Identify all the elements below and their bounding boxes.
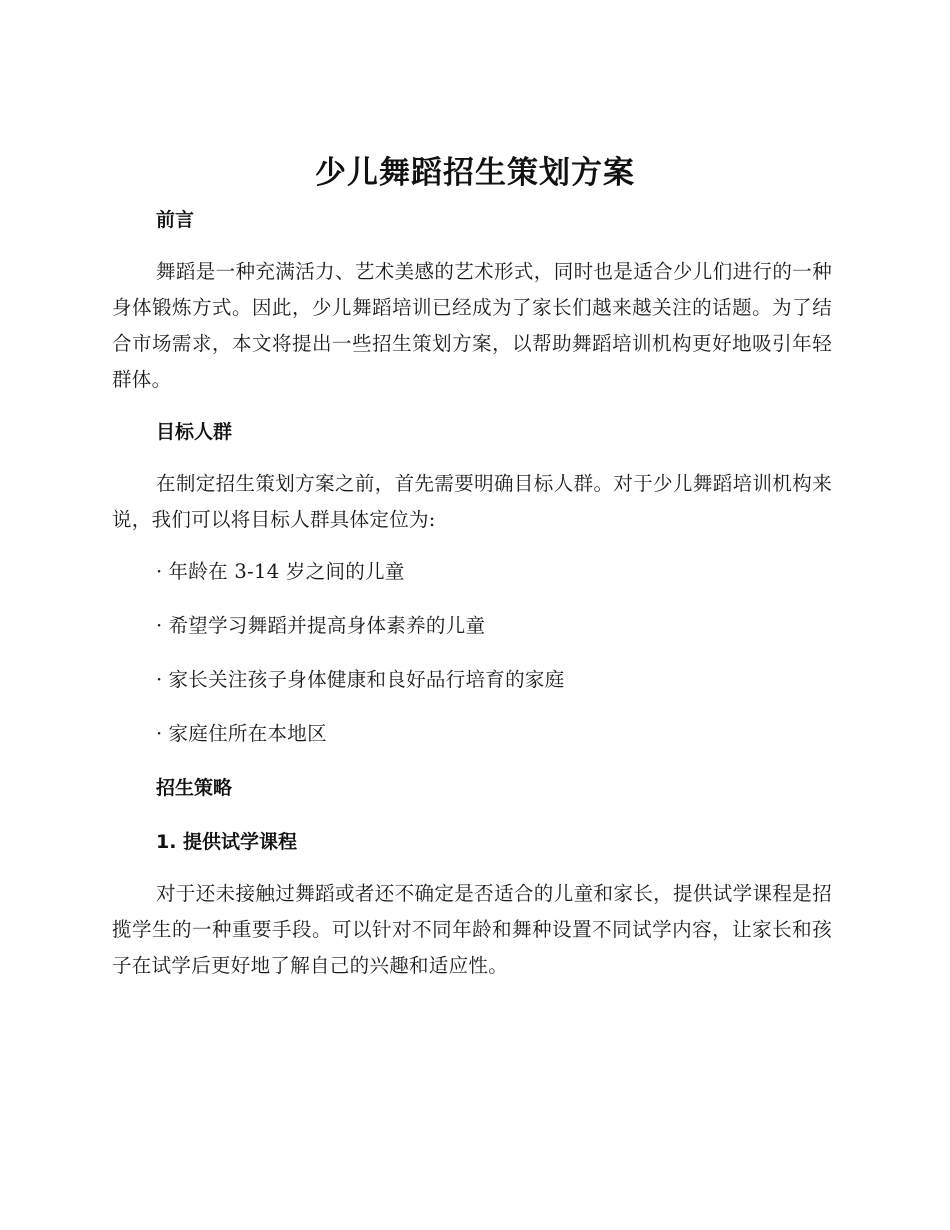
target-paragraph: 在制定招生策划方案之前，首先需要明确目标人群。对于少儿舞蹈培训机构来说，我们可以将目标人群具体定位为: — [112, 472, 832, 531]
bullet-dot-icon: · — [156, 722, 163, 745]
trial-course-paragraph: 对于还未接触过舞蹈或者还不确定是否适合的儿童和家长，提供试学课程是招揽学生的一种重要手段。可以针对不同年龄和舞种设置不同试学内容，让家长和孩子在试学后更好地了解自己的兴趣和适应性。 — [112, 882, 832, 977]
bullet-item — [112, 714, 832, 754]
bullet-item — [112, 552, 832, 592]
bullet-text: 年龄在 3-14 岁之间的儿童 — [168, 560, 405, 583]
bullet-dot-icon: · — [156, 560, 163, 583]
document-body — [112, 200, 832, 998]
bullet-dot-icon: · — [156, 614, 163, 637]
bullet-text: 家庭住所在本地区 — [168, 722, 327, 745]
bullet-item — [112, 660, 832, 700]
preface-paragraph: 舞蹈是一种充满活力、艺术美感的艺术形式，同时也是适合少儿们进行的一种身体锻炼方式。因此，少儿舞蹈培训已经成为了家长们越来越关注的话题。为了结合市场需求，本文将提出一些招生策划方案，以帮助舞蹈培训机构更好地吸引年轻群体。 — [112, 260, 832, 391]
bullet-item — [112, 606, 832, 646]
section-heading-strategy: 招生策略 — [156, 777, 233, 799]
document-title: 少儿舞蹈招生策划方案 — [315, 155, 635, 191]
section-heading-target: 目标人群 — [156, 421, 233, 443]
section-heading-preface: 前言 — [156, 209, 195, 231]
bullet-dot-icon: · — [156, 668, 163, 691]
bullet-text: 希望学习舞蹈并提高身体素养的儿童 — [168, 614, 486, 637]
bullet-text: 家长关注孩子身体健康和良好品行培育的家庭 — [168, 668, 565, 691]
subsection-heading-trial-course: 1. 提供试学课程 — [156, 831, 298, 853]
